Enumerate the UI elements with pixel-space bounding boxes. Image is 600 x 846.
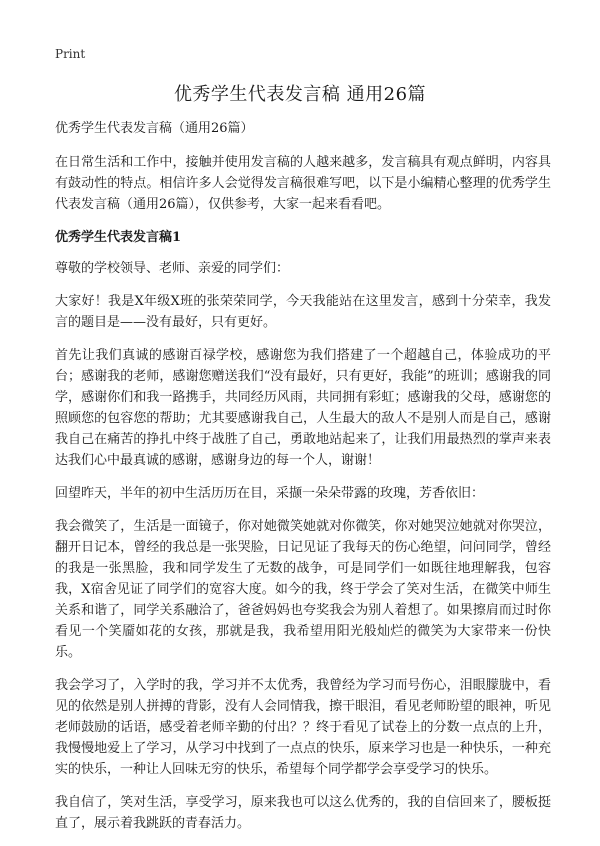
print-label[interactable]: Print	[55, 47, 86, 61]
body-paragraph: 回望昨天，半年的初中生活历历在目，采撷一朵朵带露的玫瑰，芳香依旧：	[55, 486, 485, 501]
body-paragraph: 大家好！我是X年级X班的张荣荣同学，今天我能站在这里发言，感到十分荣幸，我发言的题目是——没有最好，只有更好。	[55, 294, 551, 330]
document-subtitle: 优秀学生代表发言稿（通用26篇）	[55, 121, 254, 136]
page-title: 优秀学生代表发言稿 通用26篇	[173, 84, 427, 105]
intro-paragraph: 在日常生活和工作中，接触并使用发言稿的人越来越多，发言稿具有观点鲜明，内容具有鼓动性的特点。相信许多人会觉得发言稿很难写吧，以下是小编精心整理的优秀学生代表发言稿（通用26篇），仅供参考，大家一起来看看吧。	[55, 155, 551, 212]
document-body	[55, 118, 551, 846]
salutation-paragraph: 尊敬的学校领导、老师、亲爱的同学们：	[55, 261, 290, 276]
section-heading: 优秀学生代表发言稿1	[55, 230, 182, 245]
body-paragraph: 我会微笑了，生活是一面镜子，你对她微笑她就对你微笑，你对她哭泣她就对你哭泣，翻开日记本，曾经的我总是一张哭脸，日记见证了我每天的伤心绝望，问问同学，曾经的我是一张黑脸，我和同学发生了无数的战争，可是同学们一如既往地理解我，包容我，X宿舍见证了同学们的宽容大度。如今的我，终于学会了笑对生活，在微笑中师生关系和谐了，同学关系融洽了，爸爸妈妈也夸奖我会为别人着想了。如果擦肩而过时你看见一个笑靥如花的女孩，那就是我，我希望用阳光般灿烂的微笑为大家带来一份快乐。	[55, 519, 551, 660]
body-paragraph: 我自信了，笑对生活，享受学习，原来我也可以这么优秀的，我的自信回来了，腰板挺直了，展示着我跳跃的青春活力。	[55, 795, 551, 831]
body-paragraph: 我会学习了，入学时的我，学习并不太优秀，我曾经为学习而号伤心，泪眼朦胧中，看见的依然是别人拼搏的背影，没有人会同情我，擦干眼泪，看见老师盼望的眼神，听见老师鼓励的话语，感受着老师辛勤的付出？？终于看见了试卷上的分数一点点的上升，我慢慢地爱上了学习，从学习中找到了一点点的快乐，原来学习也是一种快乐，一种充实的快乐，一种让人回味无穷的快乐，希望每个同学都学会享受学习的快乐。	[55, 678, 551, 777]
body-paragraph: 首先让我们真诚的感谢百禄学校，感谢您为我们搭建了一个超越自己，体验成功的平台；感谢我的老师，感谢您赠送我们“没有最好，只有更好，我能”的班训；感谢我的同学，感谢你们和我一路携手，共同经历风雨，共同拥有彩虹；感谢我的父母，感谢您的照顾您的包容您的帮助；尤其要感谢我自己，人生最大的敌人不是别人而是自己，感谢我自己在痛苦的挣扎中终于战胜了自己，勇敢地站起来了，让我们用最热烈的掌声来表达我们心中最真诚的感谢，感谢身边的每一个人，谢谢！	[55, 348, 551, 468]
